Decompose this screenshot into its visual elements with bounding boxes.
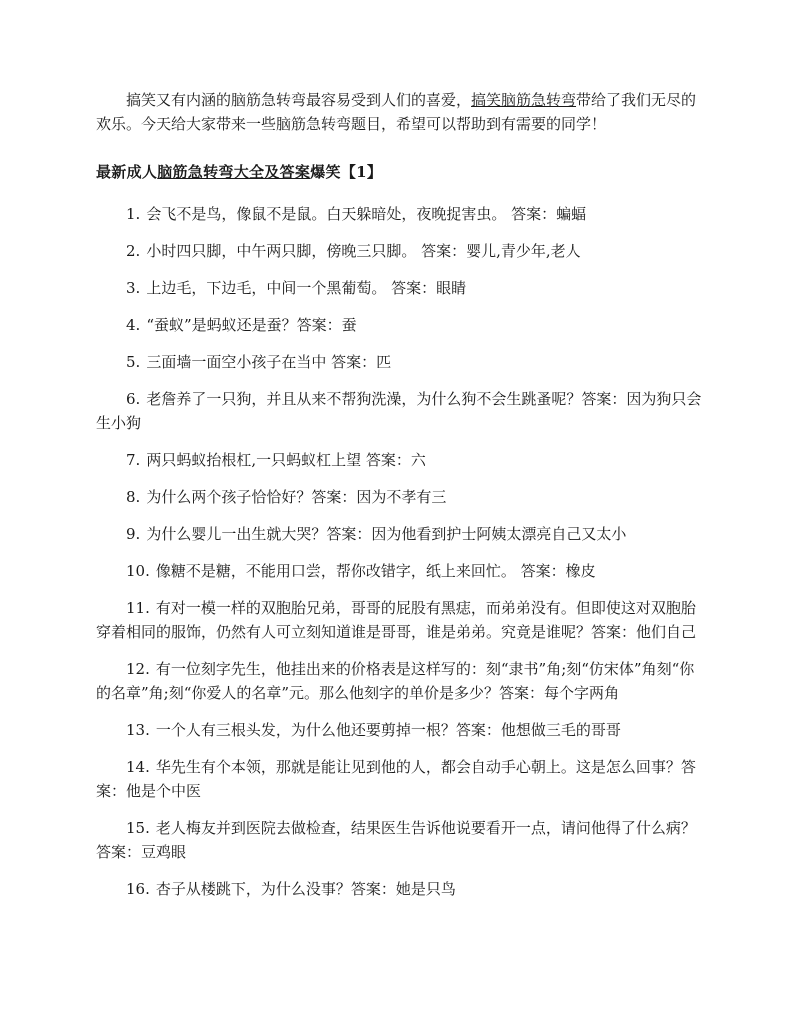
riddle-text: 有一位刻字先生，他挂出来的价格表是这样写的：刻“隶书”角;刻“仿宋体”角刻“你的名章”角;刻“你爱人的名章”元。那么他刻字的单价是多少？答案：每个字两角 <box>96 660 695 702</box>
riddle-text: 有对一模一样的双胞胎兄弟，哥哥的屁股有黑痣，而弟弟没有。但即使这对双胞胎穿着相同的服饰，仍然有人可立刻知道谁是哥哥，谁是弟弟。究竟是谁呢？答案：他们自己 <box>96 599 697 641</box>
riddle-item <box>96 596 706 644</box>
riddle-text: 为什么婴儿一出生就大哭？答案：因为他看到护士阿姨太漂亮自己又太小 <box>146 525 627 543</box>
riddle-number: 8. <box>126 488 141 506</box>
heading-text-1: 最新成人 <box>96 163 158 181</box>
riddle-number: 2. <box>126 242 141 260</box>
riddle-number: 12. <box>126 660 150 678</box>
riddle-item <box>96 816 706 864</box>
riddle-item <box>96 313 706 337</box>
riddle-number: 6. <box>126 390 141 408</box>
riddle-item <box>96 350 706 374</box>
riddle-text: 老詹养了一只狗，并且从来不帮狗洗澡，为什么狗不会生跳蚤呢？答案：因为狗只会生小狗 <box>96 390 702 432</box>
riddle-number: 5. <box>126 353 141 371</box>
heading-text-2: 爆笑【1】 <box>310 163 383 181</box>
riddle-number: 1. <box>126 205 141 223</box>
riddle-item <box>96 448 706 472</box>
intro-text-1: 搞笑又有内涵的脑筋急转弯最容易受到人们的喜爱， <box>126 91 472 109</box>
riddle-item <box>96 559 706 583</box>
riddle-text: 三面墙一面空小孩子在当中 答案：匹 <box>146 353 392 371</box>
riddle-item <box>96 657 706 705</box>
riddle-number: 3. <box>126 279 141 297</box>
riddle-number: 15. <box>126 819 150 837</box>
riddle-number: 4. <box>126 316 141 334</box>
document-page <box>96 88 706 914</box>
riddle-number: 10. <box>126 562 150 580</box>
riddle-item <box>96 877 706 901</box>
riddle-text: 小时四只脚，中午两只脚，傍晚三只脚。 答案：婴儿,青少年,老人 <box>146 242 581 260</box>
riddle-item <box>96 276 706 300</box>
riddle-text: “蚕蚁”是蚂蚁还是蚕？答案：蚕 <box>146 316 357 334</box>
riddle-number: 9. <box>126 525 141 543</box>
riddle-item <box>96 522 706 546</box>
riddle-text: 杏子从楼跳下，为什么没事？答案：她是只鸟 <box>155 880 456 898</box>
riddle-number: 13. <box>126 721 150 739</box>
riddle-text: 像糖不是糖，不能用口尝，帮你改错字，纸上来回忙。 答案：橡皮 <box>155 562 596 580</box>
riddle-text: 上边毛，下边毛，中间一个黑葡萄。 答案：眼睛 <box>146 279 467 297</box>
intro-link[interactable]: 搞笑脑筋急转弯 <box>471 91 577 109</box>
riddle-text: 华先生有个本领，那就是能让见到他的人，都会自动手心朝上。这是怎么回事？答案：他是个中医 <box>96 758 696 800</box>
heading-link[interactable]: 脑筋急转弯大全及答案 <box>157 163 311 181</box>
riddle-item <box>96 202 706 226</box>
riddle-item <box>96 485 706 509</box>
intro-paragraph <box>96 88 706 136</box>
intro-text-2: 带给了我们无尽的欢乐。今天给大家带来一些脑筋急转弯题目，希望可以帮助到有需要的同学！ <box>96 91 697 133</box>
riddle-number: 7. <box>126 451 141 469</box>
riddle-text: 为什么两个孩子恰恰好？答案：因为不孝有三 <box>146 488 447 506</box>
riddle-list <box>96 202 706 901</box>
riddle-number: 16. <box>126 880 150 898</box>
riddle-item <box>96 387 706 435</box>
riddle-number: 14. <box>126 758 150 776</box>
section-heading <box>96 160 706 184</box>
riddle-item <box>96 718 706 742</box>
riddle-text: 会飞不是鸟，像鼠不是鼠。白天躲暗处，夜晚捉害虫。 答案：蝙蝠 <box>146 205 587 223</box>
riddle-text: 老人梅友并到医院去做检查，结果医生告诉他说要看开一点，请问他得了什么病？答案：豆鸡眼 <box>96 819 696 861</box>
riddle-number: 11. <box>126 599 150 617</box>
riddle-text: 一个人有三根头发，为什么他还要剪掉一根？答案：他想做三毛的哥哥 <box>155 721 621 739</box>
riddle-item <box>96 239 706 263</box>
riddle-item <box>96 755 706 803</box>
riddle-text: 两只蚂蚁抬根杠,一只蚂蚁杠上望 答案：六 <box>146 451 426 469</box>
